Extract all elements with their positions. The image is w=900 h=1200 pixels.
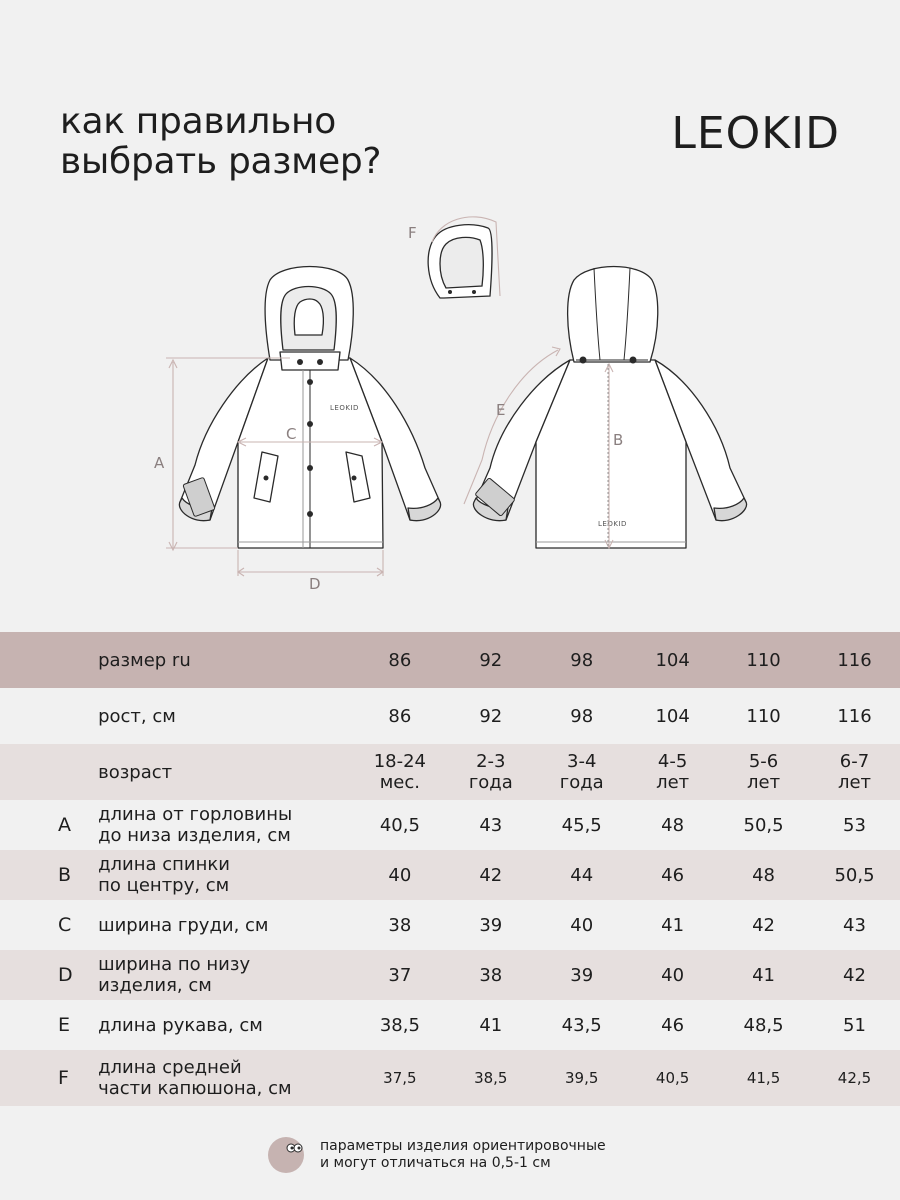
table-cell-line: 110 [746, 705, 781, 727]
jacket-back-logo: LEOKID [598, 520, 627, 528]
row-letter [0, 688, 96, 744]
table-cell-line: 3-4 [567, 751, 597, 772]
jacket-front-logo: LEOKID [330, 404, 359, 412]
row-letter: C [58, 913, 72, 936]
table-cell-line: 18-24 [373, 751, 427, 772]
table-cell-line: 40 [570, 914, 594, 936]
measure-label-a: A [154, 454, 165, 472]
table-cell-line: 44 [570, 864, 594, 886]
table-cell-line: 37,5 [383, 1068, 417, 1087]
table-cell [718, 744, 809, 800]
table-cell [809, 1000, 900, 1050]
footnote [268, 1137, 606, 1173]
table-cell-line: 5-6 [748, 751, 779, 772]
size-chart-table [0, 632, 900, 1106]
table-cell-line: 116 [837, 705, 872, 727]
table-cell [536, 1050, 627, 1106]
jacket-illustration [0, 210, 900, 610]
page-title-line-2: выбрать размер? [60, 141, 382, 182]
mascot-face-icon [268, 1137, 304, 1173]
table-cell [627, 950, 718, 1000]
table-cell [627, 850, 718, 900]
table-cell [354, 800, 445, 850]
table-cell [354, 850, 445, 900]
page-title-line-1: как правильно [60, 101, 336, 142]
table-cell [809, 744, 900, 800]
brand-logo: LEOKID [671, 108, 840, 159]
table-cell-line: лет [747, 772, 781, 793]
table-cell-line: 38 [388, 914, 412, 936]
table-row [0, 632, 900, 688]
row-letter [0, 744, 96, 800]
hood-icon [428, 225, 492, 298]
table-cell-line: 92 [479, 649, 503, 671]
measure-label-f: F [408, 224, 417, 242]
table-cell-line: 50,5 [743, 814, 784, 836]
table-cell [536, 744, 627, 800]
table-cell [354, 900, 445, 950]
table-cell-line: 39 [570, 964, 594, 986]
page-title [60, 102, 381, 182]
row-label [96, 1000, 354, 1050]
row-label-line: длина рукава, см [98, 1014, 263, 1036]
table-cell-line: лет [837, 772, 872, 793]
footnote-line-2: и могут отличаться на 0,5-1 см [320, 1155, 551, 1171]
table-cell [627, 744, 718, 800]
table-row [0, 950, 900, 1000]
table-cell [354, 744, 445, 800]
table-cell-line: 53 [843, 814, 866, 836]
table-cell-line: 39 [479, 914, 503, 936]
row-label [96, 744, 354, 800]
table-cell-line: 51 [843, 1014, 866, 1036]
measure-label-e: E [496, 401, 506, 419]
table-cell-line: 37 [388, 964, 412, 986]
table-cell [354, 632, 445, 688]
table-cell-line: 42,5 [837, 1068, 872, 1087]
table-cell [445, 632, 536, 688]
row-label [96, 1050, 354, 1106]
table-cell [445, 688, 536, 744]
table-cell [627, 688, 718, 744]
table-cell [809, 632, 900, 688]
table-cell-line: 41 [661, 914, 685, 936]
table-cell-line: 38 [479, 964, 503, 986]
measure-label-d: D [309, 575, 321, 593]
table-cell-line: 86 [388, 705, 412, 727]
table-cell-line: года [559, 772, 604, 793]
row-label-line: длина спинки [98, 854, 230, 875]
table-cell-line: 41,5 [746, 1068, 781, 1087]
measure-label-c: C [286, 425, 297, 443]
table-cell [445, 744, 536, 800]
row-label-line: изделия, см [98, 975, 212, 996]
table-row [0, 850, 900, 900]
table-cell [536, 800, 627, 850]
row-letter: B [58, 863, 72, 886]
table-row [0, 1000, 900, 1050]
row-label-line: рост, см [98, 705, 176, 727]
table-cell-line: 42 [752, 914, 775, 936]
table-cell [627, 1000, 718, 1050]
table-cell-line: 40,5 [379, 814, 420, 836]
table-row [0, 900, 900, 950]
table-cell [627, 800, 718, 850]
row-label [96, 950, 354, 1000]
table-cell [718, 1050, 809, 1106]
table-cell [445, 900, 536, 950]
table-row [0, 744, 900, 800]
table-cell-line: 39,5 [565, 1068, 599, 1087]
table-cell-line: 46 [661, 1014, 685, 1036]
table-cell-line: 43 [479, 814, 503, 836]
row-label [96, 800, 354, 850]
table-cell [809, 850, 900, 900]
table-cell [536, 632, 627, 688]
row-letter: E [58, 1013, 71, 1036]
row-label [96, 632, 354, 688]
row-label-line: ширина по низу [98, 954, 251, 975]
table-cell-line: 104 [655, 649, 690, 671]
table-cell-line: 40,5 [655, 1068, 690, 1087]
row-letter: D [58, 963, 73, 986]
table-cell-line: 104 [655, 705, 690, 727]
row-label [96, 688, 354, 744]
table-cell-line: 42 [843, 964, 866, 986]
table-cell-line: 6-7 [839, 751, 870, 772]
table-cell-line: 43 [843, 914, 866, 936]
table-cell [718, 1000, 809, 1050]
table-cell-line: 4-5 [657, 751, 688, 772]
row-label-line: размер ru [98, 649, 191, 671]
table-cell [354, 1050, 445, 1106]
row-label-line: возраст [98, 761, 173, 783]
table-cell-line: 86 [388, 649, 412, 671]
table-cell [809, 688, 900, 744]
row-label [96, 900, 354, 950]
table-cell-line: 98 [570, 649, 594, 671]
table-cell [718, 800, 809, 850]
table-cell-line: 92 [479, 705, 503, 727]
table-cell [536, 900, 627, 950]
table-cell [445, 950, 536, 1000]
row-label-line: длина от горловины [98, 804, 293, 825]
table-cell [536, 688, 627, 744]
table-cell [354, 950, 445, 1000]
measure-label-b: B [613, 431, 624, 449]
row-label-line: части капюшона, см [98, 1078, 292, 1099]
table-cell [627, 900, 718, 950]
table-cell-line: 48 [752, 864, 775, 886]
table-cell [354, 688, 445, 744]
table-cell-line: года [468, 772, 513, 793]
jacket-back-icon [473, 267, 746, 549]
table-cell [445, 800, 536, 850]
footnote-line-1: параметры изделия ориентировочные [320, 1138, 606, 1154]
table-row [0, 688, 900, 744]
table-cell-line: 45,5 [561, 814, 602, 836]
table-row [0, 1050, 900, 1106]
table-cell-line: 46 [661, 864, 685, 886]
table-cell [445, 1000, 536, 1050]
table-cell [718, 900, 809, 950]
table-cell-line: 38,5 [379, 1014, 420, 1036]
table-cell-line: 48 [661, 814, 685, 836]
table-cell-line: 2-3 [476, 751, 506, 772]
table-cell-line: 116 [837, 649, 872, 671]
table-cell-line: 50,5 [834, 864, 875, 886]
table-cell-line: 40 [388, 864, 412, 886]
table-cell [809, 1050, 900, 1106]
table-cell [354, 1000, 445, 1050]
row-letter: A [58, 813, 71, 836]
table-cell [627, 1050, 718, 1106]
table-cell [718, 688, 809, 744]
row-label-line: до низа изделия, см [98, 825, 291, 846]
row-letter: F [58, 1066, 69, 1089]
table-cell [718, 632, 809, 688]
table-cell-line: 98 [570, 705, 594, 727]
table-cell [536, 950, 627, 1000]
row-label [96, 850, 354, 900]
table-cell-line: 48,5 [743, 1014, 784, 1036]
table-cell-line: 110 [746, 649, 781, 671]
table-cell-line: мес. [379, 772, 420, 793]
table-cell [718, 850, 809, 900]
table-cell [627, 632, 718, 688]
row-letter [0, 632, 96, 688]
table-cell-line: лет [656, 772, 690, 793]
table-cell [445, 850, 536, 900]
row-label-line: по центру, см [98, 875, 230, 896]
table-cell [809, 800, 900, 850]
table-cell-line: 38,5 [474, 1068, 508, 1087]
table-cell [536, 850, 627, 900]
table-cell-line: 43,5 [561, 1014, 602, 1036]
table-cell [809, 950, 900, 1000]
table-cell-line: 41 [479, 1014, 503, 1036]
table-cell [445, 1050, 536, 1106]
table-cell-line: 42 [479, 864, 503, 886]
table-cell [809, 900, 900, 950]
table-cell-line: 40 [661, 964, 685, 986]
table-cell [536, 1000, 627, 1050]
row-label-line: длина средней [98, 1057, 242, 1078]
table-cell-line: 41 [752, 964, 775, 986]
table-row [0, 800, 900, 850]
table-cell [718, 950, 809, 1000]
row-label-line: ширина груди, см [98, 914, 269, 936]
